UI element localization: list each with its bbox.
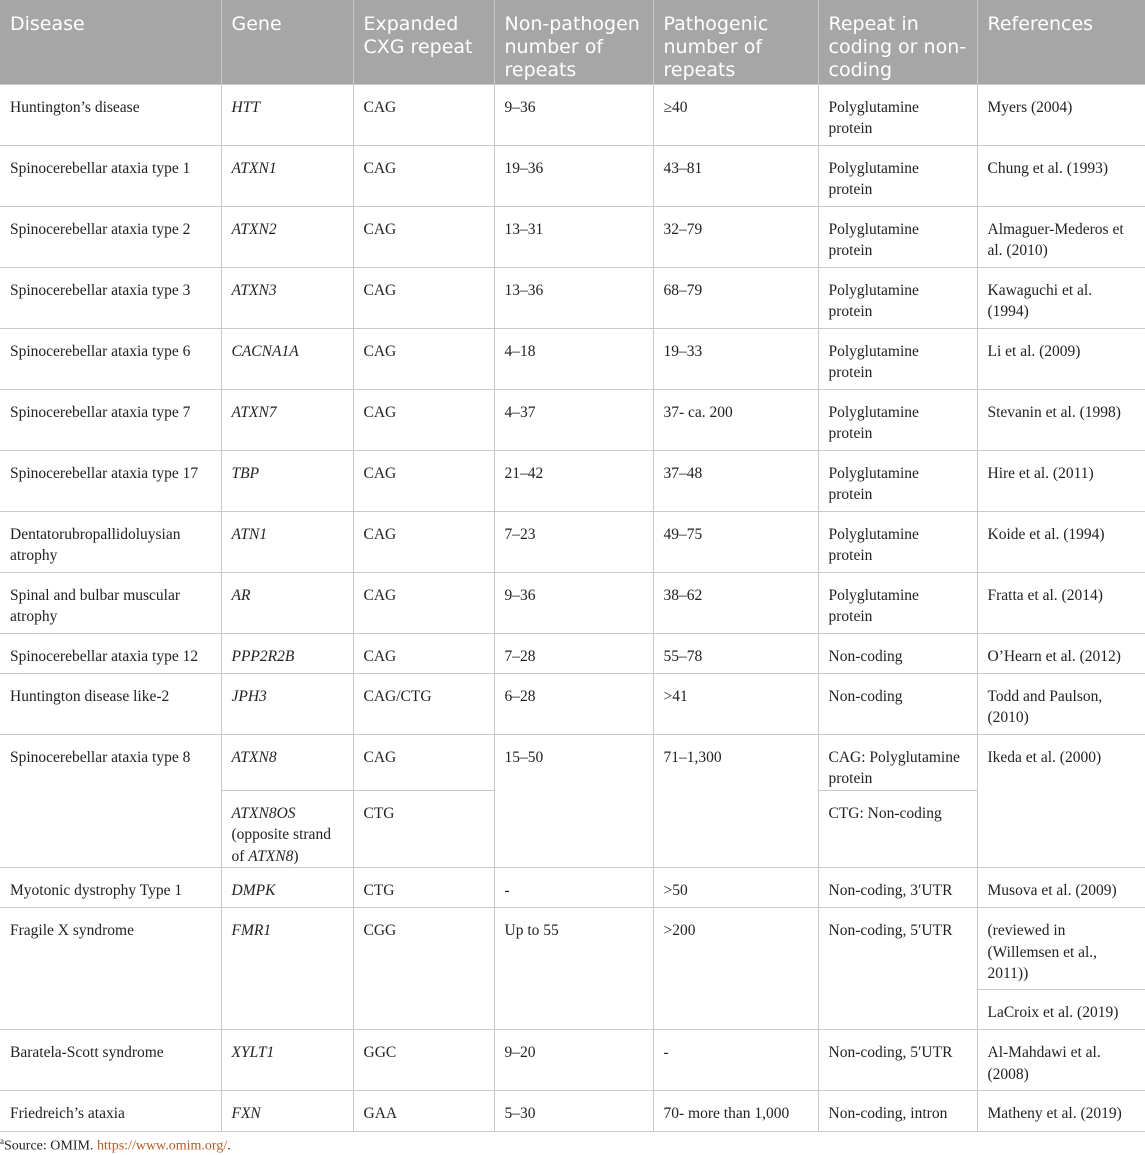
cell-disease: Baratela-Scott syndrome	[0, 1030, 221, 1091]
table-row	[0, 206, 1145, 267]
cell-nonpathogenic: 9–20	[494, 1030, 653, 1091]
cell-disease: Spinocerebellar ataxia type 1	[0, 145, 221, 206]
header-row	[0, 0, 1145, 84]
cell-gene: TBP	[221, 450, 353, 511]
cell-gene: ATXN8	[221, 734, 353, 790]
omim-link[interactable]: https://www.omim.org/	[96, 1138, 228, 1154]
cell-pathogenic: 71–1,300	[653, 734, 818, 868]
cell-gene: FXN	[221, 1091, 353, 1132]
cell-nonpathogenic: 7–28	[494, 633, 653, 673]
table-row-sca8-a	[0, 734, 1145, 790]
header-references: References	[977, 0, 1145, 84]
cell-location: CTG: Non-coding	[818, 790, 977, 868]
cell-pathogenic: 37- ca. 200	[653, 389, 818, 450]
cell-pathogenic: 38–62	[653, 572, 818, 633]
cell-gene: CACNA1A	[221, 328, 353, 389]
cell-gene: ATXN3	[221, 267, 353, 328]
cell-nonpathogenic: 5–30	[494, 1091, 653, 1132]
cell-gene: ATXN1	[221, 145, 353, 206]
cell-pathogenic: ≥40	[653, 84, 818, 145]
cell-repeat: CTG	[353, 790, 494, 868]
cell-pathogenic: 70- more than 1,000	[653, 1091, 818, 1132]
cell-reference: O’Hearn et al. (2012)	[977, 633, 1145, 673]
table-row	[0, 673, 1145, 734]
cell-gene: HTT	[221, 84, 353, 145]
cell-nonpathogenic: 4–18	[494, 328, 653, 389]
cell-repeat: CAG	[353, 206, 494, 267]
cell-pathogenic: -	[653, 1030, 818, 1091]
header-pathogenic: Pathogenic number of repeats	[653, 0, 818, 84]
cell-location: Non-coding	[818, 633, 977, 673]
cell-repeat: GGC	[353, 1030, 494, 1091]
cell-gene: FMR1	[221, 908, 353, 1030]
cell-disease: Spinocerebellar ataxia type 2	[0, 206, 221, 267]
cell-nonpathogenic: -	[494, 868, 653, 908]
cell-gene: ATN1	[221, 511, 353, 572]
cell-gene: ATXN2	[221, 206, 353, 267]
table-row	[0, 572, 1145, 633]
cell-location: Polyglutamine protein	[818, 206, 977, 267]
cell-disease: Spinocerebellar ataxia type 6	[0, 328, 221, 389]
cell-reference: Fratta et al. (2014)	[977, 572, 1145, 633]
cell-location: Non-coding	[818, 673, 977, 734]
cell-reference: Hire et al. (2011)	[977, 450, 1145, 511]
cell-repeat: CAG	[353, 84, 494, 145]
cell-repeat: CAG	[353, 450, 494, 511]
cell-pathogenic: 68–79	[653, 267, 818, 328]
cell-location: Non-coding, 3′UTR	[818, 868, 977, 908]
header-repeat: Expanded CXG repeat	[353, 0, 494, 84]
cell-location: Polyglutamine protein	[818, 389, 977, 450]
gene-name: ATXN8OS	[231, 804, 296, 822]
cell-location: Polyglutamine protein	[818, 511, 977, 572]
header-disease: Disease	[0, 0, 221, 84]
header-location: Repeat in coding or non-coding	[818, 0, 977, 84]
cell-reference: Musova et al. (2009)	[977, 868, 1145, 908]
cell-reference: Almaguer-Mederos et al. (2010)	[977, 206, 1145, 267]
cell-gene: DMPK	[221, 868, 353, 908]
cell-pathogenic: 37–48	[653, 450, 818, 511]
table-row	[0, 1091, 1145, 1132]
cell-gene	[221, 790, 353, 868]
table-row	[0, 328, 1145, 389]
cell-disease: Spinocerebellar ataxia type 3	[0, 267, 221, 328]
footnote-end: .	[227, 1138, 231, 1154]
cell-repeat: CTG	[353, 868, 494, 908]
cell-nonpathogenic: 13–31	[494, 206, 653, 267]
table-row	[0, 145, 1145, 206]
cell-location: Polyglutamine protein	[818, 328, 977, 389]
cell-reference: Todd and Paulson, (2010)	[977, 673, 1145, 734]
cell-nonpathogenic: 9–36	[494, 84, 653, 145]
gene-note-prefix: (opposite strand of	[231, 826, 331, 865]
cell-pathogenic: >50	[653, 868, 818, 908]
cell-repeat: CAG	[353, 572, 494, 633]
cell-reference: Al-Mahdawi et al. (2008)	[977, 1030, 1145, 1091]
cell-pathogenic: 19–33	[653, 328, 818, 389]
cell-disease: Friedreich’s ataxia	[0, 1091, 221, 1132]
cell-reference: Matheny et al. (2019)	[977, 1091, 1145, 1132]
cell-pathogenic: 32–79	[653, 206, 818, 267]
table-row	[0, 84, 1145, 145]
cell-location: Polyglutamine protein	[818, 572, 977, 633]
table-row-fxs-a	[0, 908, 1145, 990]
cell-location: Polyglutamine protein	[818, 84, 977, 145]
cell-repeat: CAG	[353, 328, 494, 389]
gene-note-gene: ATXN8	[248, 847, 294, 865]
cell-disease: Fragile X syndrome	[0, 908, 221, 1030]
cell-gene: XYLT1	[221, 1030, 353, 1091]
cell-reference: Li et al. (2009)	[977, 328, 1145, 389]
table-row	[0, 1030, 1145, 1091]
table-row	[0, 511, 1145, 572]
cell-location: CAG: Polyglutamine protein	[818, 734, 977, 790]
cell-location: Non-coding, intron	[818, 1091, 977, 1132]
table-row	[0, 389, 1145, 450]
cell-repeat: CAG	[353, 633, 494, 673]
cell-nonpathogenic: 7–23	[494, 511, 653, 572]
cell-pathogenic: >200	[653, 908, 818, 1030]
cell-nonpathogenic: 9–36	[494, 572, 653, 633]
cell-location: Polyglutamine protein	[818, 145, 977, 206]
table-row	[0, 450, 1145, 511]
header-gene: Gene	[221, 0, 353, 84]
cell-gene: ATXN7	[221, 389, 353, 450]
table-row	[0, 633, 1145, 673]
cell-pathogenic: 43–81	[653, 145, 818, 206]
cell-location: Polyglutamine protein	[818, 450, 977, 511]
cell-disease: Spinocerebellar ataxia type 8	[0, 734, 221, 868]
cell-location: Non-coding, 5′UTR	[818, 1030, 977, 1091]
cell-repeat: CAG/CTG	[353, 673, 494, 734]
cell-gene: JPH3	[221, 673, 353, 734]
footnote-text: Source: OMIM.	[4, 1138, 94, 1154]
cell-reference: Myers (2004)	[977, 84, 1145, 145]
cell-reference: Stevanin et al. (1998)	[977, 389, 1145, 450]
cell-disease: Dentatorubropallidoluysian atrophy	[0, 511, 221, 572]
cell-nonpathogenic: 6–28	[494, 673, 653, 734]
cell-reference: Koide et al. (1994)	[977, 511, 1145, 572]
cell-location: Non-coding, 5′UTR	[818, 908, 977, 1030]
cell-pathogenic: 55–78	[653, 633, 818, 673]
cell-pathogenic: 49–75	[653, 511, 818, 572]
footnote-marker: a	[0, 1136, 4, 1146]
cell-disease: Spinocerebellar ataxia type 12	[0, 633, 221, 673]
cell-disease: Spinocerebellar ataxia type 17	[0, 450, 221, 511]
cell-reference: Chung et al. (1993)	[977, 145, 1145, 206]
cell-reference: Ikeda et al. (2000)	[977, 734, 1145, 868]
cell-disease: Huntington disease like-2	[0, 673, 221, 734]
cell-nonpathogenic: 13–36	[494, 267, 653, 328]
cell-pathogenic: >41	[653, 673, 818, 734]
cell-reference: (reviewed in (Willemsen et al., 2011))	[977, 908, 1145, 990]
cell-nonpathogenic: 15–50	[494, 734, 653, 868]
cell-reference: LaCroix et al. (2019)	[977, 990, 1145, 1030]
gene-note-suffix: )	[293, 847, 299, 865]
cell-gene: AR	[221, 572, 353, 633]
cell-disease: Huntington’s disease	[0, 84, 221, 145]
header-nonpathogenic: Non-pathogen number of repeats	[494, 0, 653, 84]
cell-repeat: CAG	[353, 734, 494, 790]
cell-repeat: CGG	[353, 908, 494, 1030]
cell-reference: Kawaguchi et al. (1994)	[977, 267, 1145, 328]
table-row	[0, 868, 1145, 908]
cell-repeat: CAG	[353, 267, 494, 328]
cell-gene: PPP2R2B	[221, 633, 353, 673]
cell-repeat: GAA	[353, 1091, 494, 1132]
cell-disease: Spinal and bulbar muscular atrophy	[0, 572, 221, 633]
cell-repeat: CAG	[353, 145, 494, 206]
cell-nonpathogenic: 19–36	[494, 145, 653, 206]
table-row	[0, 267, 1145, 328]
cell-disease: Spinocerebellar ataxia type 7	[0, 389, 221, 450]
cell-nonpathogenic: 4–37	[494, 389, 653, 450]
table-footnote	[0, 1136, 231, 1155]
cell-nonpathogenic: Up to 55	[494, 908, 653, 1030]
cell-nonpathogenic: 21–42	[494, 450, 653, 511]
cell-repeat: CAG	[353, 511, 494, 572]
cell-location: Polyglutamine protein	[818, 267, 977, 328]
cell-disease: Myotonic dystrophy Type 1	[0, 868, 221, 908]
cell-repeat: CAG	[353, 389, 494, 450]
